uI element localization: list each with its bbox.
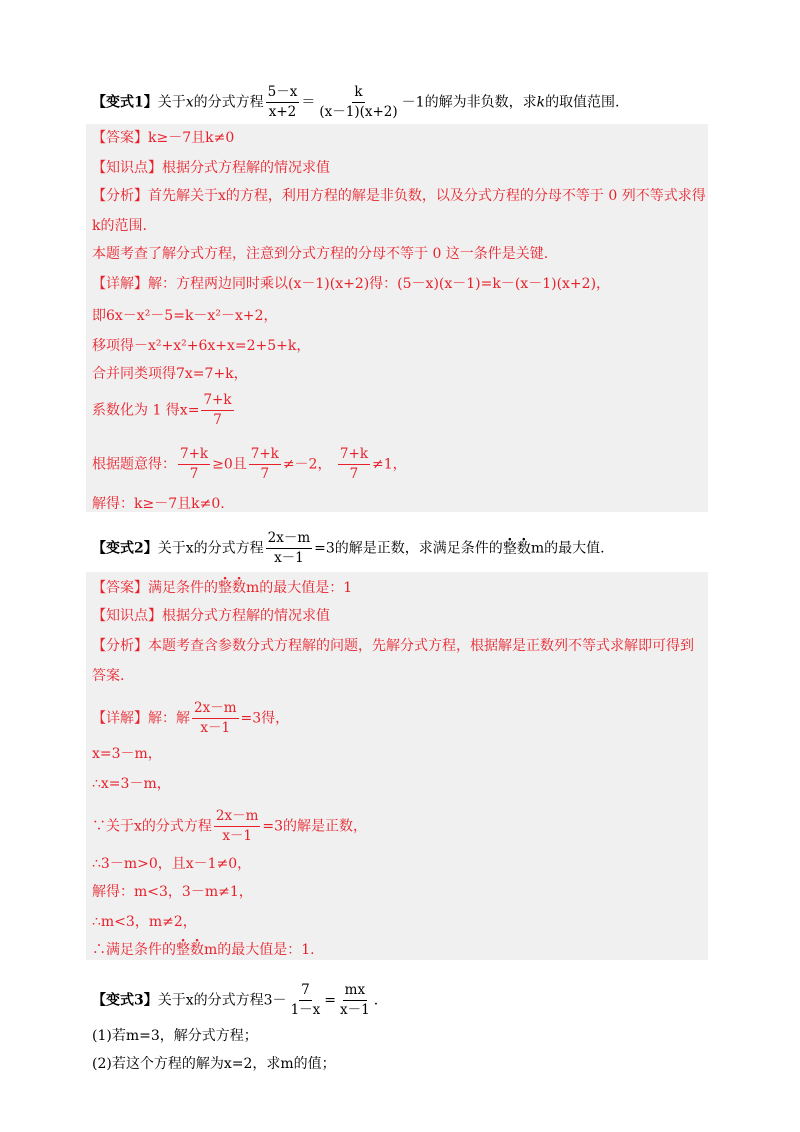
text: 的解为非负数，求 (424, 94, 537, 111)
knowledge-2 (92, 606, 330, 626)
text: 的取值范围. (545, 94, 620, 111)
denominator: x－1 (200, 720, 231, 736)
text: ≥0且 (212, 456, 247, 473)
knowledge-label: 【知识点】 (92, 608, 162, 624)
text: =3的解是正数，求满足条件的 (314, 540, 503, 557)
analysis-label: 【分析】 (92, 638, 148, 654)
fraction (289, 982, 323, 1019)
emphasis-char: 数 (232, 580, 246, 596)
detail-1-line4: 合并同类项得7x=7+k， (92, 366, 248, 382)
analysis-2-line1 (92, 636, 694, 656)
variant-1-question (92, 84, 620, 121)
numerator: 7+k (201, 392, 233, 411)
emphasis-char: 整 (218, 580, 232, 596)
text: ≠1， (372, 456, 407, 473)
denominator: x－1 (222, 828, 253, 844)
numerator: 2x－m (214, 808, 261, 827)
knowledge-label: 【知识点】 (92, 160, 162, 176)
equals: ＝ (301, 94, 316, 111)
answer-label: 【答案】 (92, 580, 148, 596)
numerator: 2x－m (266, 530, 313, 549)
fraction (214, 808, 261, 845)
detail-1-line1 (92, 274, 610, 294)
denominator: x－1 (340, 1002, 370, 1018)
detail-1-line7: 解得：k≥－7且k≠0. (92, 496, 225, 512)
fraction (249, 446, 281, 483)
text: 关于x的分式方程 (157, 540, 264, 557)
fraction (178, 446, 210, 483)
fraction (338, 446, 370, 483)
variant-3-question (92, 982, 378, 1019)
text: 关于x的分式方程3－ (157, 992, 287, 1009)
denominator: 7 (189, 466, 199, 482)
detail-2-line4 (92, 808, 367, 845)
detail-label: 【详解】 (92, 276, 148, 292)
detail-1-line2: 即6x－x²－5=k－x²－x+2， (92, 308, 278, 324)
answer-1 (92, 128, 234, 148)
text: 解：解 (148, 710, 190, 727)
numerator: 2x－m (192, 700, 239, 719)
denominator: x－1 (274, 550, 304, 566)
text: m的最大值. (530, 540, 605, 557)
emphasis-char: 数 (190, 942, 204, 958)
text: 根据题意得： (92, 456, 176, 473)
knowledge-1 (92, 158, 330, 178)
fraction (192, 700, 239, 737)
text: m的最大值是：1 (246, 580, 353, 596)
text: 关于 (157, 94, 186, 111)
emphasis-char: 整 (176, 942, 190, 958)
knowledge-text: 根据分式方程解的情况求值 (162, 160, 330, 176)
variant-1-label: 【变式1】 (92, 94, 158, 111)
denominator: 7 (349, 466, 359, 482)
analysis-2-line2: 答案. (92, 668, 125, 684)
var-k: k (536, 94, 546, 111)
emphasis-char: 整 (502, 540, 517, 557)
fraction (266, 530, 313, 567)
fraction (201, 392, 233, 429)
detail-2-line7: ∴m<3，m≠2， (92, 914, 197, 930)
detail-2-line2: x=3－m， (92, 746, 162, 762)
answer-2 (92, 578, 352, 598)
fraction (338, 982, 372, 1019)
detail-label: 【详解】 (92, 710, 148, 727)
analysis-text: 本题考查含参数分式方程解的问题，先解分式方程，根据解是正数列不等式求解即可得到 (148, 638, 694, 654)
detail-text: 解：方程两边同时乘以(x－1)(x+2)得：(5－x)(x－1)=k－(x－1)(x+2)， (148, 276, 611, 292)
text: ∵关于x的分式方程 (92, 818, 212, 835)
variant-3-q1: (1)若m=3，解分式方程； (92, 1028, 258, 1044)
emphasis-char: 数 (516, 540, 531, 557)
text: ≠－2， (282, 456, 332, 473)
analysis-1-line1 (92, 186, 706, 206)
fraction (317, 84, 399, 121)
equals: = (324, 992, 336, 1009)
numerator: 7+k (178, 446, 210, 465)
knowledge-text: 根据分式方程解的情况求值 (162, 608, 330, 624)
var-x: x (185, 94, 194, 111)
detail-1-line5 (92, 392, 236, 429)
analysis-label: 【分析】 (92, 188, 148, 204)
text: m的最大值是：1. (204, 942, 315, 958)
numerator: 7 (299, 982, 312, 1001)
text: 的分式方程 (193, 94, 264, 111)
fraction (266, 84, 300, 121)
text: ∴满足条件的 (92, 942, 176, 958)
denominator: x+2 (268, 104, 297, 120)
analysis-1-line2: k的范围. (92, 218, 147, 234)
text: =3得， (240, 710, 290, 727)
text: 系数化为 1 得x= (92, 402, 200, 419)
text: =3的解是正数， (262, 818, 368, 835)
denominator: 7 (213, 412, 222, 428)
denominator: 1－x (290, 1002, 321, 1018)
analysis-1-line3: 本题考查了解分式方程，注意到分式方程的分母不等于 0 这一条件是关键. (92, 246, 549, 262)
detail-2-line3: ∴x=3－m， (92, 776, 171, 792)
text: －1 (401, 94, 425, 111)
detail-2-line1 (92, 700, 289, 737)
text: 满足条件的 (148, 580, 218, 596)
detail-2-line5: ∴3－m>0，且x－1≠0， (92, 856, 252, 872)
numerator: mx (343, 982, 367, 1001)
variant-3-q2: (2)若这个方程的解为x=2，求m的值； (92, 1056, 336, 1072)
numerator: k (352, 84, 364, 103)
detail-1-line3: 移项得－x²+x²+6x+x=2+5+k， (92, 338, 311, 354)
detail-2-line6: 解得：m<3，3－m≠1， (92, 884, 253, 900)
denominator: (x－1)(x+2) (319, 104, 398, 120)
numerator: 7+k (338, 446, 370, 465)
numerator: 7+k (249, 446, 281, 465)
variant-3-label: 【变式3】 (92, 992, 158, 1009)
denominator: 7 (260, 466, 270, 482)
detail-1-line6 (92, 446, 407, 483)
answer-label: 【答案】 (92, 130, 148, 146)
analysis-text: 首先解关于x的方程，利用方程的解是非负数，以及分式方程的分母不等于 0 列不等式求得 (148, 188, 706, 204)
numerator: 5－x (266, 84, 300, 103)
detail-2-line8 (92, 940, 315, 960)
answer-text: k≥－7且k≠0 (148, 130, 235, 146)
variant-2-question (92, 530, 605, 567)
text: . (373, 992, 379, 1009)
variant-2-label: 【变式2】 (92, 540, 158, 557)
